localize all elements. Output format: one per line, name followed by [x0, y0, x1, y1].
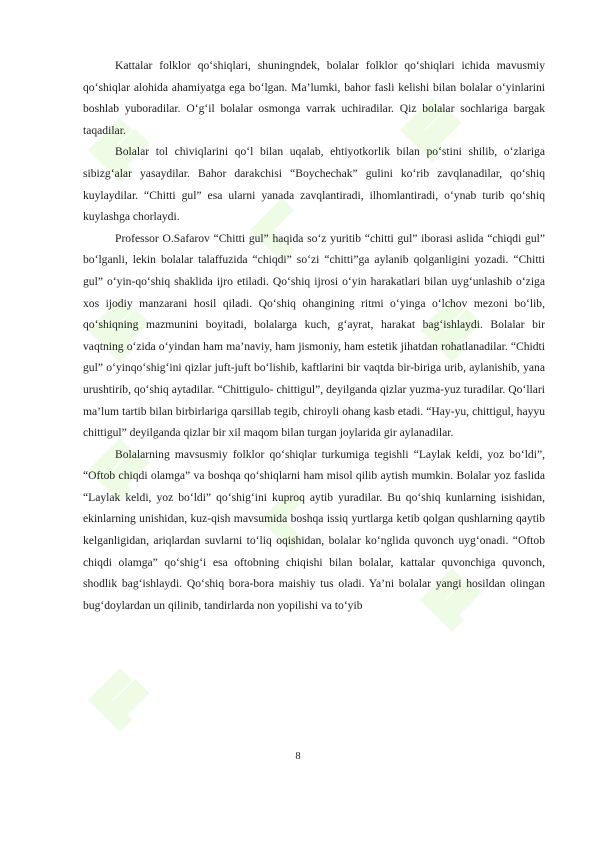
paragraph: Bolalar tol chiviqlarini qo‘l bilan uqalab, ehtiyotkorlik bilan po‘stini shilib, o‘zlariga sibizg‘alar yasaydilar. Bahor darakchisi “Boychechak” gulini ko‘rib zavqlanadilar, qo‘shiq kuylaydilar. “Chitti gul” esa ularni yanada zavqlantiradi, ilhomlantiradi, o‘ynab turib qo‘shiq kuylashga chorlaydi. — [83, 145, 545, 224]
paragraph: Bolalarning mavsusmiy folklor qo‘shiqlar turkumiga tegishli “Laylak keldi, yoz bo‘ldi”, “Oftob chiqdi olamga” va boshqa qo‘shiqlarni ham misol qilib aytish mumkin. Bolalar yoz faslida “Laylak keldi, yoz bo‘ldi” qo‘shig‘ini kuproq aytib yuradilar. Bu qo‘shiq kunlarning isishidan, ekinlarning unishidan, kuz-qish mavsumida boshqa issiq yurtlarga ketib qolgan qushlarning qaytib kelganligidan, ariqlardan suvlarni to‘liq oqishidan, bolalar ko‘nglida quvonch uyg‘onadi. “Oftob chiqdi olamga” qo‘shig‘i esa oftobning chiqishi bilan bolalar, kattalar quvonchiga quvonch, shodlik bag‘ishlaydi. Qo‘shiq bora-bora maishiy tus oladi. Ya’ni bolalar yangi hosildan olingan bug‘doylardan un qilinib, tandirlarda non yopilishi va to‘yib — [83, 447, 545, 612]
paragraph: Kattalar folklor qo‘shiqlari, shuningndek, bolalar folklor qo‘shiqlari ichida mavusmiy qo‘shiqlar alohida ahamiyatga ega bo‘lgan. Ma’lumki, bahor fasli kelishi bilan bolalar o‘yinlarini boshlab yuboradilar. O‘g‘il bolalar osmonga varrak uchiradilar. Qiz bolalar sochlariga bargak taqadilar. — [83, 59, 545, 137]
paragraph: Professor O.Safarov “Chitti gul” haqida so‘z yuritib “chitti gul” iborasi aslida “chiqdi gul” bo‘lganli, lekin bolalar talaffuzida “chiqdi” so‘zi “chitti”ga aylanib qolganligini yozadi. “Chitti gul” o‘yin-qo‘shiq shaklida ijro etiladi. Qo‘shiq ijrosi o‘yin harakatlari bilan uyg‘unlashib o‘ziga xos ijodiy manzarani hosil qiladi. Qo‘shiq ohangining ritmi o‘yinga o‘lchov mezoni bo‘lib, qo‘shiqning mazmunini boyitadi, bolalarga kuch, g‘ayrat, harakat bag‘ishlaydi. Bolalar bir vaqtning o‘zida o‘yindan ham ma’naviy, ham jismoniy, ham estetik jihatdan rohatlanadilar. “Chidti gul” o‘yinqo‘shig‘ini qizlar juft-juft bo‘lishib, kaftlarini bir vaqtda bir-biriga urib, aylanishib, yana urushtirib, qo‘shiq aytadilar. “Chittigulo- chittigul”, deyilganda qizlar yuzma-yuz turadilar. Qo‘llari ma’lum tartib bilan birbirlariga qarsillab tegib, chiroyli ohang kasb etadi. “Hay-yu, chittigul, hayyu chittigul” deyilganda qizlar bir xil maqom bilan turgan joylarida gir aylanadilar. — [83, 231, 545, 440]
watermark-arrow-icon — [88, 668, 149, 732]
page-number: 8 — [295, 751, 301, 762]
document-page — [83, 55, 545, 616]
